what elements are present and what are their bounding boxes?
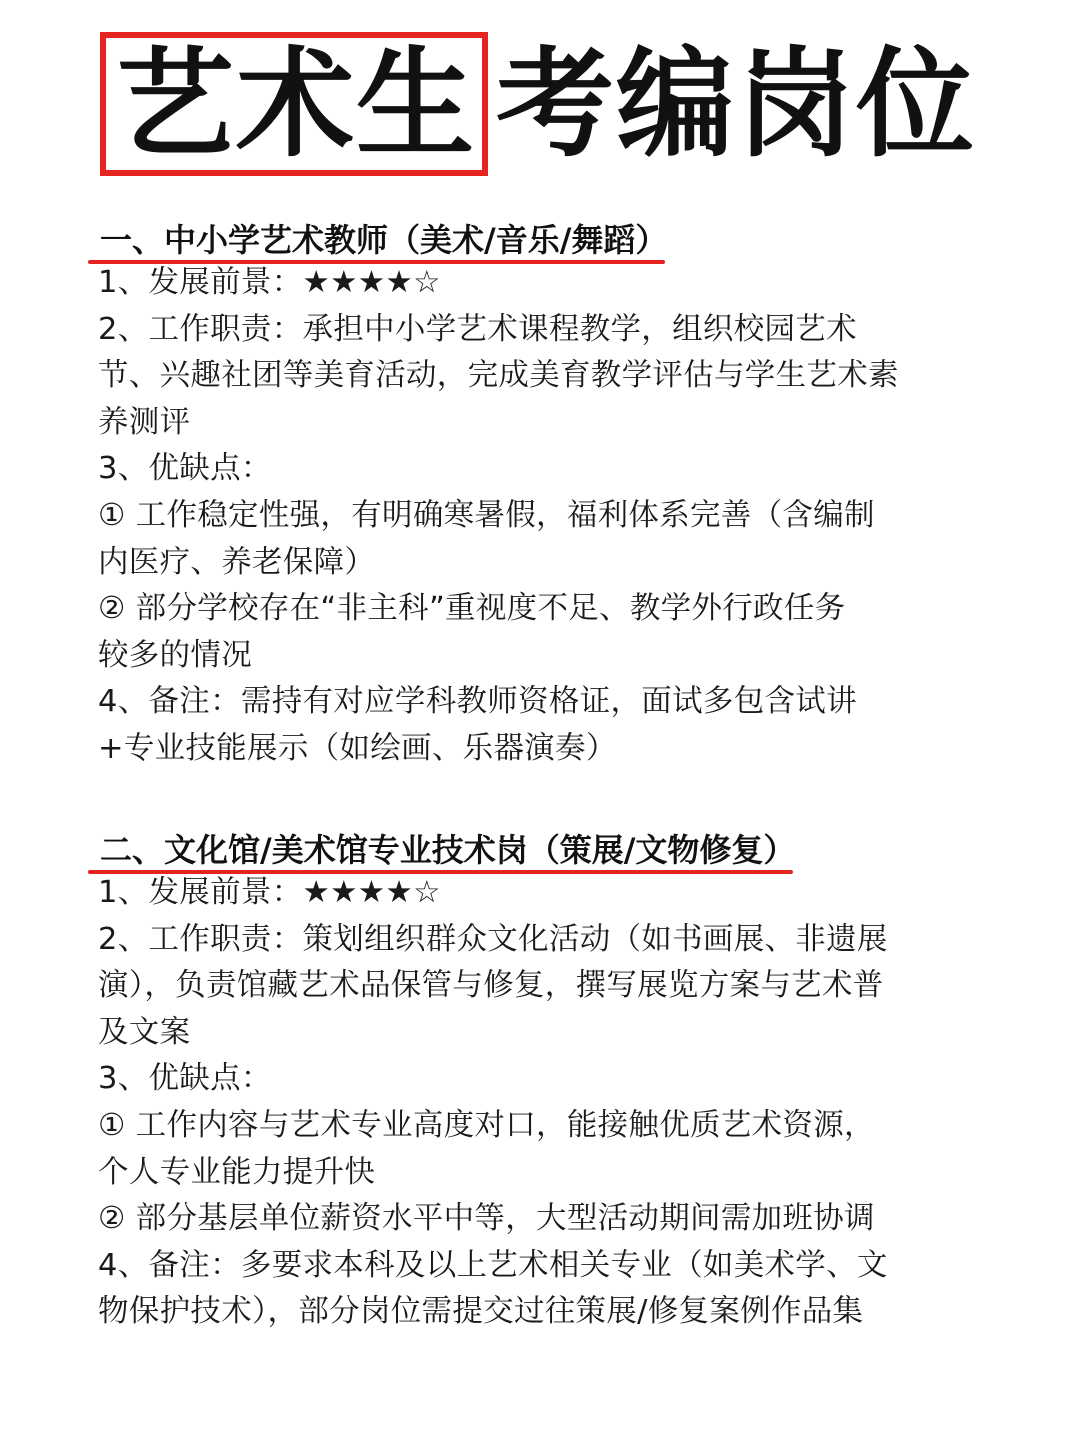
section-museum-technician [98,828,998,1336]
section-art-teacher [98,218,998,773]
content-line: 3、优缺点： [98,1061,272,1097]
content-line: ① 工作稳定性强，有明确寒暑假，福利体系完善（含编制 [98,497,875,533]
content-line: 1、发展前景：★★★★☆ [98,875,441,910]
content-line: 节、兴趣社团等美育活动，完成美育教学评估与学生艺术素 [98,358,899,394]
page-title [100,26,976,182]
content-line: 养测评 [98,404,191,440]
section-heading: 二、文化馆/美术馆专业技术岗（策展/文物修复） [100,831,796,869]
content-line: 演），负责馆藏艺术品保管与修复，撰写展览方案与艺术普 [98,968,884,1004]
content-line: ① 工作内容与艺术专业高度对口，能接触优质艺术资源， [98,1107,875,1143]
content-line: 个人专业能力提升快 [98,1154,376,1190]
content-line: 及文案 [98,1014,191,1050]
content-line: ② 部分基层单位薪资水平中等，大型活动期间需加班协调 [98,1201,875,1237]
content-line: 2、工作职责：策划组织群众文化活动（如书画展、非遗展 [98,921,888,957]
content-line: ② 部分学校存在“非主科”重视度不足、教学外行政任务 [98,591,846,627]
title-highlight-box [100,32,488,176]
content-line: 4、备注：多要求本科及以上艺术相关专业（如美术学、文 [98,1247,888,1283]
title-rest-text: 考编岗位 [496,35,977,173]
content-line: 3、优缺点： [98,451,272,487]
content-line: 2、工作职责：承担中小学艺术课程教学，组织校园艺术 [98,311,857,347]
content-line: 4、备注：需持有对应学科教师资格证，面试多包含试讲 [98,684,857,720]
content-line: 较多的情况 [98,637,252,673]
content-line: +专业技能展示（如绘画、乐器演奏） [98,730,617,766]
content-line: 1、发展前景：★★★★☆ [98,265,441,300]
title-highlight-text: 艺术生 [116,35,477,173]
section-heading: 一、中小学艺术教师（美术/音乐/舞蹈） [100,221,668,259]
content-line: 内医疗、养老保障） [98,544,376,580]
content-line: 物保护技术），部分岗位需提交过往策展/修复案例作品集 [98,1294,864,1330]
